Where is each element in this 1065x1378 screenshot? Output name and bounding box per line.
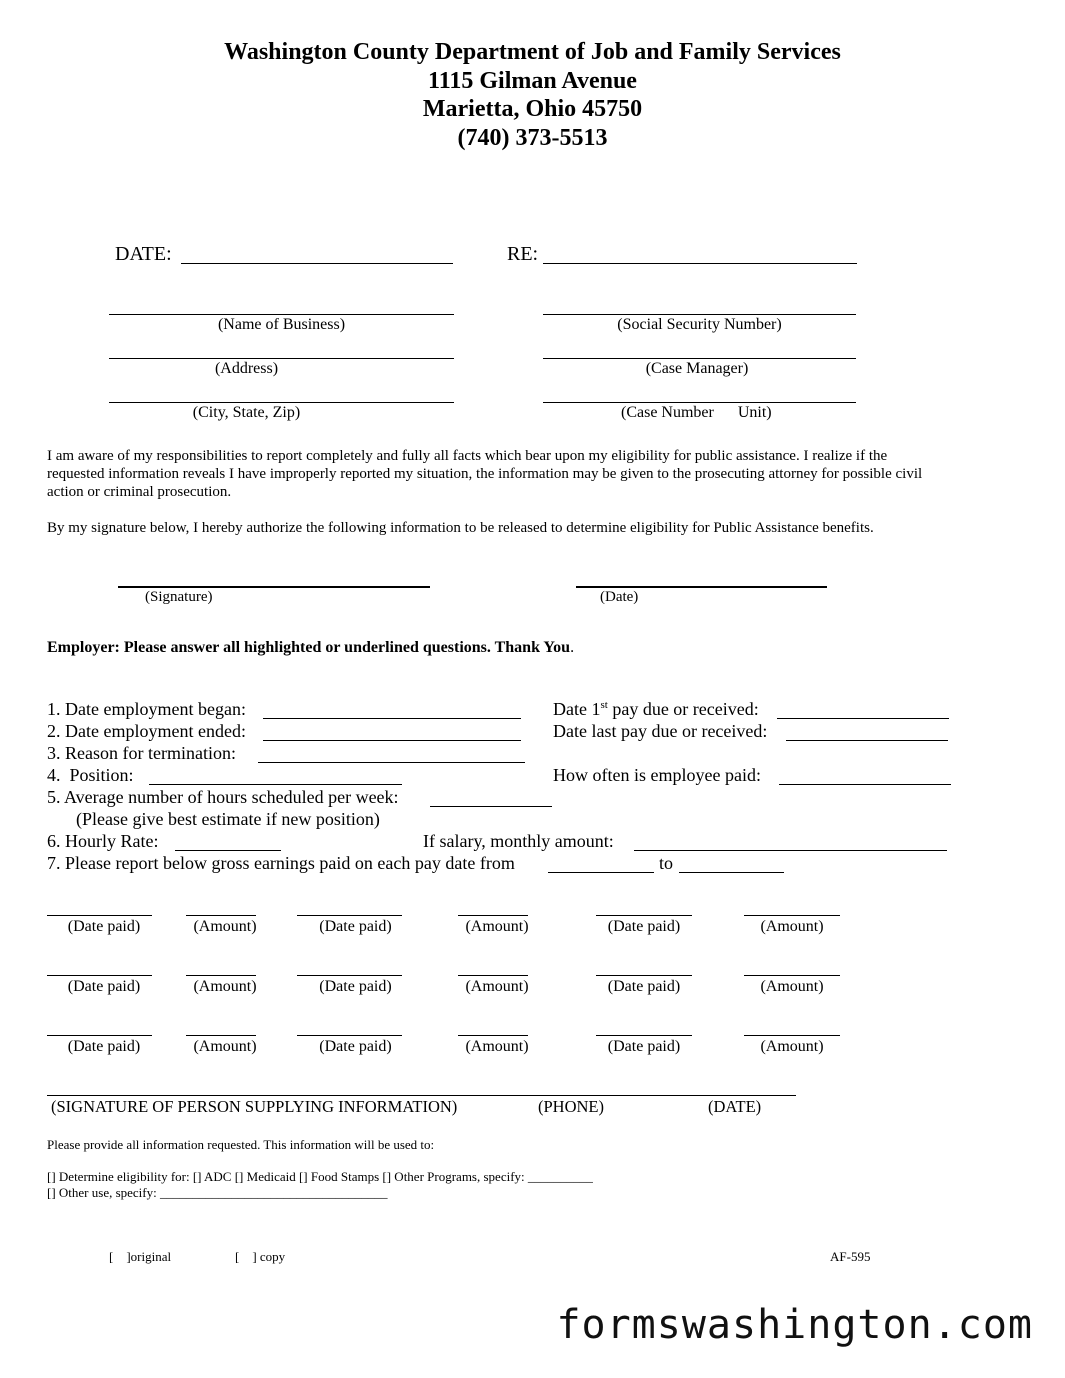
date-paid-field[interactable] [596, 975, 692, 976]
date-paid-field[interactable] [47, 1035, 152, 1036]
date-paid-caption: (Date paid) [319, 1038, 392, 1055]
date-paid-caption: (Date paid) [607, 918, 681, 935]
applicant-signature-field[interactable] [118, 586, 430, 588]
amount-caption: (Amount) [465, 1038, 529, 1055]
q1-right-sup: st [600, 699, 608, 711]
q2-field[interactable] [263, 740, 521, 741]
amount-field[interactable] [186, 975, 256, 976]
amount-field[interactable] [744, 915, 840, 916]
q4-field[interactable] [149, 784, 402, 785]
q5-label: 5. Average number of hours scheduled per week: [47, 787, 399, 807]
date-paid-field[interactable] [297, 975, 402, 976]
date-paid-caption: (Date paid) [67, 918, 141, 935]
case-manager-caption: (Case Manager) [645, 360, 749, 377]
applicant-date-field[interactable] [576, 586, 827, 588]
amount-field[interactable] [744, 975, 840, 976]
case-number-field[interactable] [543, 402, 856, 403]
employer-instructions-period: . [570, 639, 575, 656]
q6-right-field[interactable] [634, 850, 947, 851]
amount-field[interactable] [186, 915, 256, 916]
date-paid-caption: (Date paid) [607, 1038, 681, 1055]
business-name-caption: (Name of Business) [217, 316, 346, 333]
q3-label: 3. Reason for termination: [47, 743, 236, 763]
city-state-zip-field[interactable] [109, 402, 454, 403]
q7-to-label: to [659, 853, 674, 873]
re-label: RE: [507, 243, 539, 265]
date-label: DATE: [115, 243, 172, 265]
address-caption: (Address) [214, 360, 279, 377]
q4-label: 4. Position: [47, 765, 134, 785]
business-name-field[interactable] [109, 314, 454, 315]
supplier-phone-caption: (PHONE) [538, 1097, 604, 1116]
date-paid-field[interactable] [297, 915, 402, 916]
determine-eligibility-options[interactable]: [] Determine eligibility for: [] ADC [] Medicaid [] Food Stamps [] Other Programs, specify: __________ [47, 1169, 593, 1184]
amount-field[interactable] [744, 1035, 840, 1036]
amount-field[interactable] [458, 1035, 528, 1036]
q7-from-field[interactable] [548, 872, 654, 873]
q5-note: (Please give best estimate if new position) [76, 809, 380, 829]
signature-caption: (Signature) [145, 589, 213, 605]
signature-date-caption: (Date) [600, 589, 639, 605]
form-number: AF-595 [830, 1249, 871, 1264]
amount-caption: (Amount) [465, 978, 529, 995]
agency-name: Washington County Department of Job and Family Services [224, 39, 841, 65]
q7-label: 7. Please report below gross earnings paid on each pay date from [47, 853, 515, 873]
q4-right-label: How often is employee paid: [553, 765, 761, 785]
amount-field[interactable] [458, 975, 528, 976]
agency-header [0, 38, 1065, 152]
date-paid-field[interactable] [47, 975, 152, 976]
amount-caption: (Amount) [193, 1038, 257, 1055]
supplier-signature-caption: (SIGNATURE OF PERSON SUPPLYING INFORMATION) [51, 1097, 458, 1116]
amount-caption: (Amount) [193, 978, 257, 995]
date-paid-caption: (Date paid) [67, 1038, 141, 1055]
amount-caption: (Amount) [760, 918, 824, 935]
q2-right-field[interactable] [786, 740, 948, 741]
q5-field[interactable] [430, 806, 552, 807]
copy-checkbox[interactable]: [ ] copy [235, 1249, 286, 1264]
agency-city: Marietta, Ohio 45750 [422, 96, 643, 122]
amount-caption: (Amount) [465, 918, 529, 935]
q6-label: 6. Hourly Rate: [47, 831, 159, 851]
amount-caption: (Amount) [760, 978, 824, 995]
employer-instructions [47, 639, 574, 657]
q1-right-label [553, 699, 759, 720]
amount-field[interactable] [458, 915, 528, 916]
date-paid-field[interactable] [47, 915, 152, 916]
city-state-zip-caption: (City, State, Zip) [192, 404, 301, 421]
case-manager-field[interactable] [543, 358, 856, 359]
q1-right-post: pay due or received: [607, 699, 759, 719]
date-paid-field[interactable] [297, 1035, 402, 1036]
date-paid-caption: (Date paid) [607, 978, 681, 995]
amount-caption: (Amount) [193, 918, 257, 935]
q7-to-field[interactable] [679, 872, 784, 873]
original-checkbox[interactable]: [ ]original [109, 1249, 172, 1264]
date-paid-caption: (Date paid) [319, 918, 392, 935]
q1-right-field[interactable] [777, 718, 949, 719]
q4-right-field[interactable] [779, 784, 951, 785]
agency-street: 1115 Gilman Avenue [428, 67, 637, 94]
provide-note: Please provide all information requested. This information will be used to: [47, 1137, 435, 1152]
ssn-field[interactable] [543, 314, 856, 315]
q1-label: 1. Date employment began: [47, 699, 246, 719]
q2-label: 2. Date employment ended: [47, 721, 246, 741]
re-field[interactable] [543, 263, 857, 264]
site-watermark: formswashington.com [556, 1302, 1033, 1348]
amount-caption: (Amount) [760, 1038, 824, 1055]
employer-instructions-bold: Employer: Please answer all highlighted or underlined questions. Thank You [47, 639, 571, 656]
awareness-statement: I am aware of my responsibilities to report completely and fully all facts which bear upon my eligibility for public assistance. I realize if the requested information reveals I have improperly reported my situation, the information may be given to the prosecuting attorney for possible civil action or criminal prosecution. [47, 448, 923, 500]
date-paid-caption: (Date paid) [319, 978, 392, 995]
ssn-caption: (Social Security Number) [617, 316, 782, 333]
supplier-date-caption: (DATE) [708, 1097, 762, 1116]
q1-right-pre: Date 1 [553, 699, 601, 719]
supplier-signature-field[interactable] [47, 1095, 796, 1096]
q2-right-label: Date last pay due or received: [553, 721, 768, 741]
case-number-caption: (Case Number Unit) [621, 404, 772, 421]
other-use-option[interactable]: [] Other use, specify: ___________________________________ [47, 1185, 388, 1200]
amount-field[interactable] [186, 1035, 256, 1036]
date-paid-field[interactable] [596, 915, 692, 916]
date-paid-caption: (Date paid) [67, 978, 141, 995]
q1-field[interactable] [263, 718, 521, 719]
address-field[interactable] [109, 358, 454, 359]
q6-right-label: If salary, monthly amount: [423, 831, 614, 851]
date-field[interactable] [181, 263, 453, 264]
date-paid-field[interactable] [596, 1035, 692, 1036]
agency-phone: (740) 373-5513 [457, 124, 608, 151]
authorization-statement: By my signature below, I hereby authorize the following information to be released to determine eligibility for Public Assistance benefits. [47, 520, 874, 536]
q3-field[interactable] [258, 762, 525, 763]
q6-field[interactable] [175, 850, 281, 851]
